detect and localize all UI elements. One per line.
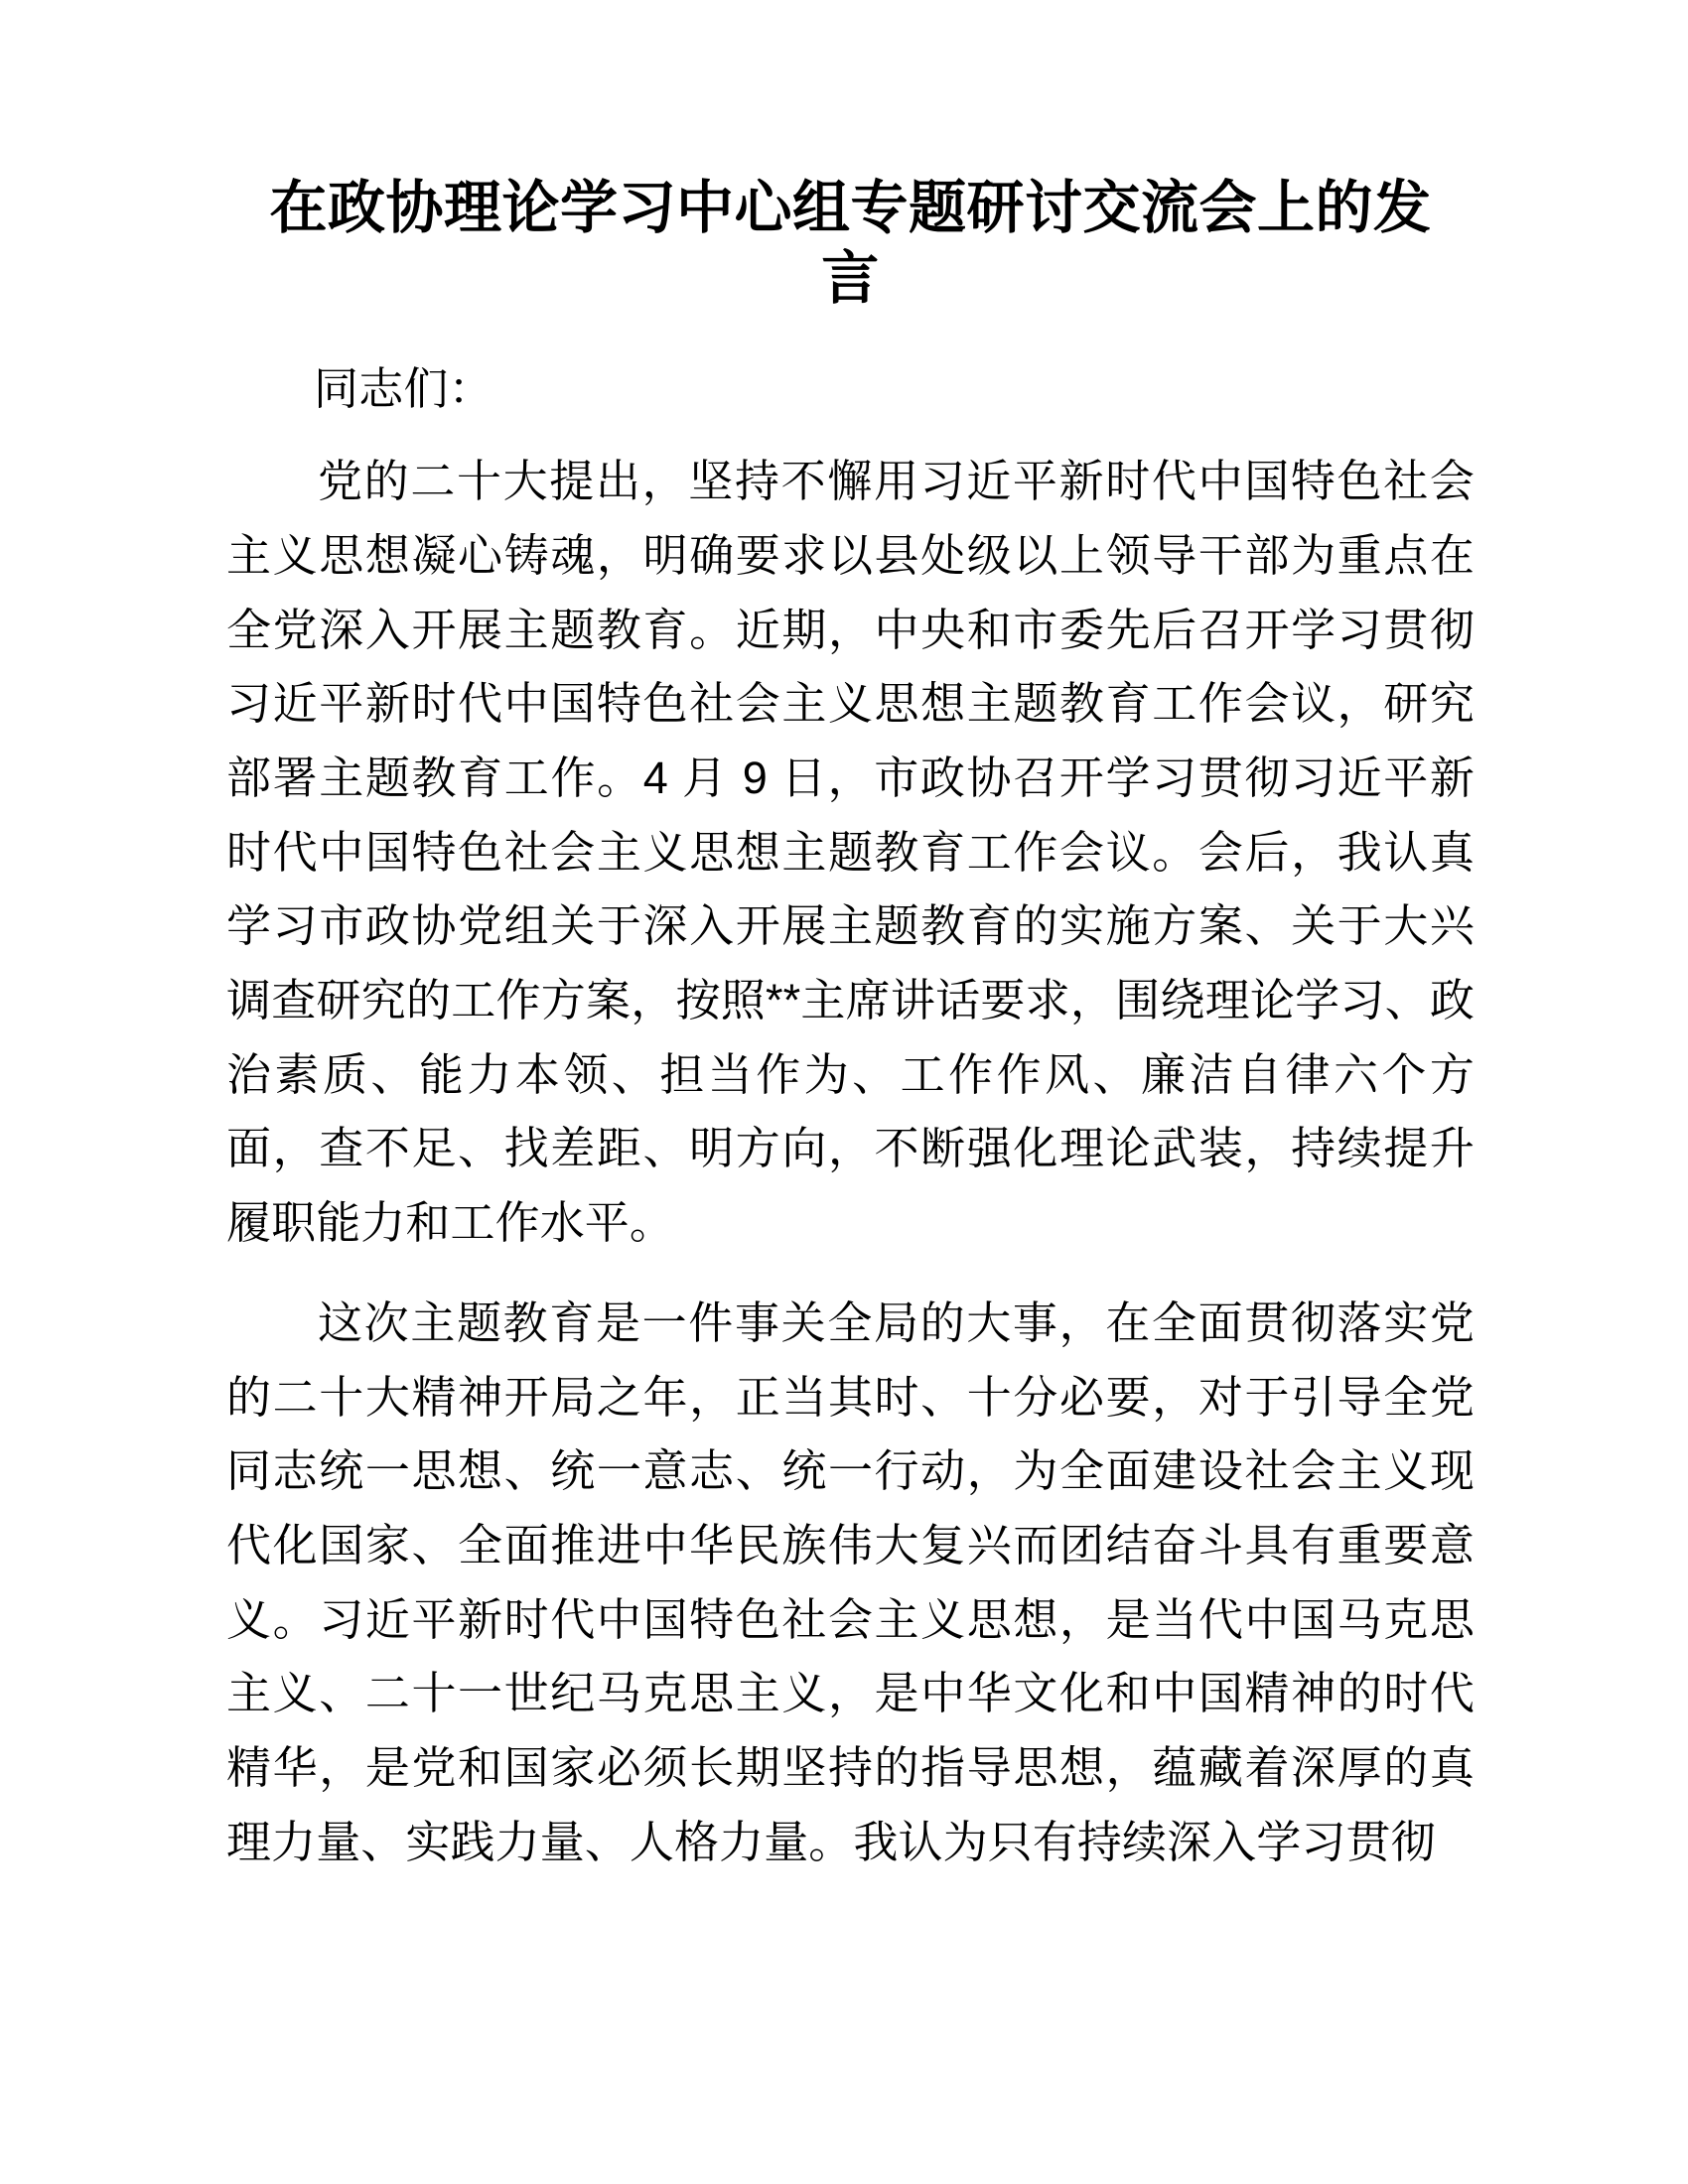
salutation-line: 同志们： [314,362,493,414]
body-paragraph-1: 党的二十大提出，坚持不懈用习近平新时代中国特色社会主义思想凝心铸魂，明确要求以县处级以上领导干部为重点在全党深入开展主题教育。近期，中央和市委先后召开学习贯彻习近平新时代中国特色社会主义思想主题教育工作会议，研究部署主题教育工作。4 月 9 日，市政协召开学习贯彻习近平新时代中国特色社会主义思想主题教育工作会议。会后，我认真学习市政协党组关于深入开展主题教育的实施方案、关于大兴调查研究的工作方案，按照**主席讲话要求，围绕理论学习、政治素质、能力本领、担当作为、工作作风、廉洁自律六个方面，查不足、找差距、明方向，不断强化理论武装，持续提升履职能力和工作水平。 [226,456,1475,1249]
page-title: 在政协理论学习中心组专题研讨交流会上的发言 [269,176,1432,311]
body-paragraph-2: 这次主题教育是一件事关全局的大事，在全面贯彻落实党的二十大精神开局之年，正当其时、十分必要，对于引导全党同志统一思想、统一意志、统一行动，为全面建设社会主义现代化国家、全面推进中华民族伟大复兴而团结奋斗具有重要意义。习近平新时代中国特色社会主义思想，是当代中国马克思主义、二十一世纪马克思主义，是中华文化和中国精神的时代精华，是党和国家必须长期坚持的指导思想，蕴藏着深厚的真理力量、实践力量、人格力量。我认为只有持续深入学习贯彻 [226,1297,1475,1867]
